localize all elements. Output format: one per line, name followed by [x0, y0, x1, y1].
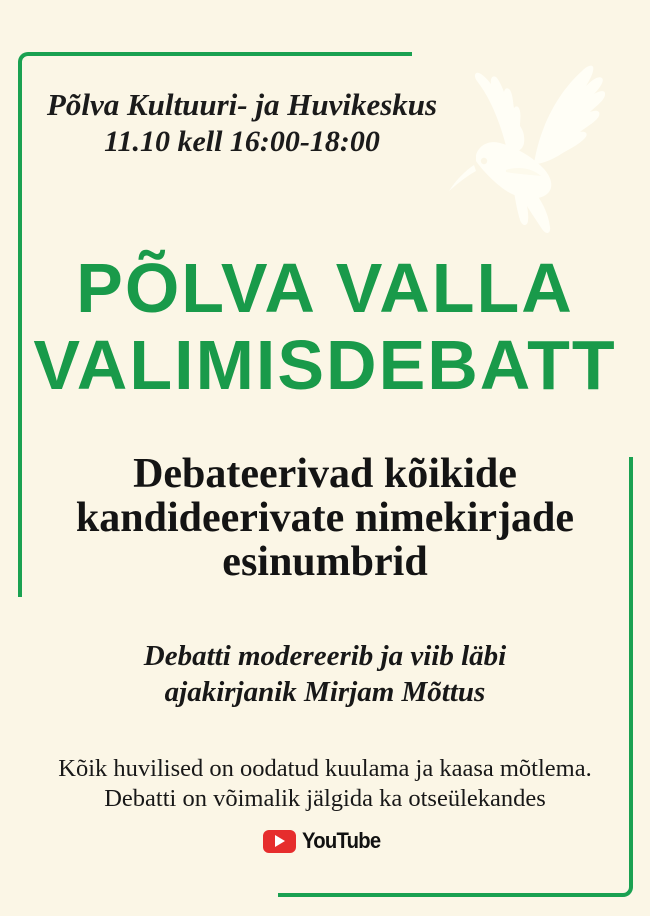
youtube-wordmark: YouTube	[301, 828, 381, 853]
moderator-note	[0, 638, 650, 710]
event-datetime: 11.10 kell 16:00-18:00	[104, 125, 380, 158]
youtube-play-icon	[263, 830, 296, 853]
venue-block	[22, 86, 462, 160]
subtitle	[0, 452, 650, 584]
audience-note-line: Kõik huvilised on oodatud kuulama ja kaasa mõtlema.	[58, 755, 592, 782]
play-triangle-icon	[275, 835, 285, 847]
subtitle-line: Debateerivad kõikide	[133, 451, 517, 497]
hummingbird-icon	[446, 58, 650, 238]
moderator-line: ajakirjanik Mirjam Mõttus	[164, 676, 486, 708]
venue-name: Põlva Kultuuri- ja Huvikeskus	[46, 87, 438, 122]
audience-note	[0, 754, 650, 814]
youtube-logo	[0, 828, 650, 854]
moderator-line: Debatti modereerib ja viib läbi	[143, 640, 507, 672]
page-title-line2: VALIMISDEBATT	[33, 326, 617, 404]
subtitle-line: kandideerivate nimekirjade	[75, 495, 575, 541]
page-title	[0, 250, 650, 404]
hummingbird-eye	[481, 158, 487, 164]
audience-note-line: Debatti on võimalik jälgida ka otseülekandes	[104, 785, 546, 812]
page-title-line1: PÕLVA VALLA	[76, 249, 574, 327]
subtitle-line: esinumbrid	[222, 539, 428, 585]
